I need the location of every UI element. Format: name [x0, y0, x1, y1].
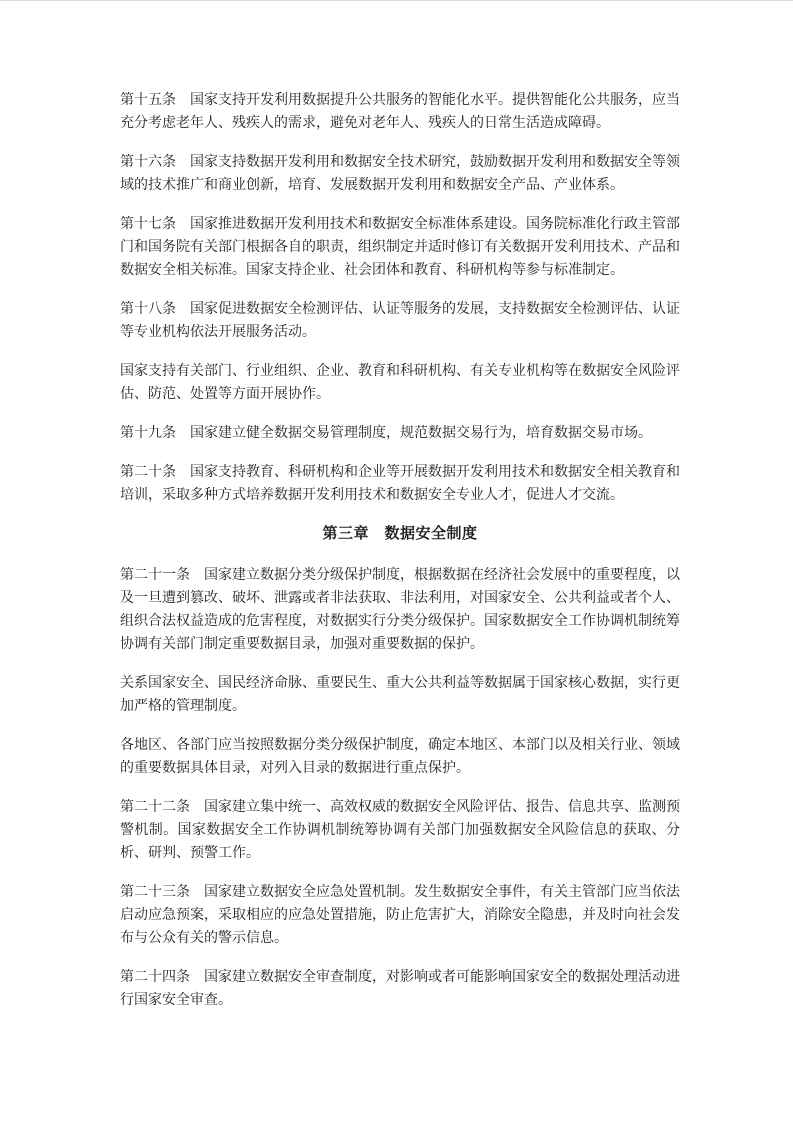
- paragraph-article-19: 第十九条 国家建立健全数据交易管理制度，规范数据交易行为，培育数据交易市场。: [120, 426, 652, 441]
- document-text-block: [120, 89, 680, 1012]
- paragraph-article-23: 第二十三条 国家建立数据安全应急处置机制。发生数据安全事件，有关主管部门应当依法启动应急预案，采取相应的应急处置措施，防止危害扩大，消除安全隐患，并及时向社会发布与公众有关的警示信息。: [120, 885, 680, 946]
- paragraph-article-20: 第二十条 国家支持教育、科研机构和企业等开展数据开发利用技术和数据安全相关教育和培训，采取多种方式培养数据开发利用技术和数据安全专业人才，促进人才交流。: [120, 465, 680, 503]
- paragraph-article-18-cont: 国家支持有关部门、行业组织、企业、教育和科研机构、有关专业机构等在数据安全风险评估、防范、处置等方面开展协作。: [120, 364, 680, 402]
- paragraph-article-16: 第十六条 国家支持数据开发利用和数据安全技术研究，鼓励数据开发利用和数据安全等领域的技术推广和商业创新，培育、发展数据开发利用和数据安全产品、产业体系。: [120, 155, 680, 193]
- paragraph-article-21-cont-1: 关系国家安全、国民经济命脉、重要民生、重大公共利益等数据属于国家核心数据，实行更加严格的管理制度。: [120, 676, 680, 714]
- paragraph-article-21-cont-2: 各地区、各部门应当按照数据分类分级保护制度，确定本地区、本部门以及相关行业、领域的重要数据具体目录，对列入目录的数据进行重点保护。: [120, 738, 680, 776]
- paragraph-article-18: 第十八条 国家促进数据安全检测评估、认证等服务的发展，支持数据安全检测评估、认证等专业机构依法开展服务活动。: [120, 302, 680, 340]
- paragraph-article-17: 第十七条 国家推进数据开发利用技术和数据安全标准体系建设。国务院标准化行政主管部门和国务院有关部门根据各自的职责，组织制定并适时修订有关数据开发利用技术、产品和数据安全相关标准。国家支持企业、社会团体和教育、科研机构等参与标准制定。: [120, 217, 680, 278]
- chapter-3-heading: 第三章 数据安全制度: [322, 526, 478, 542]
- paragraph-article-24: 第二十四条 国家建立数据安全审查制度，对影响或者可能影响国家安全的数据处理活动进行国家安全审查。: [120, 970, 680, 1008]
- paragraph-article-21: 第二十一条 国家建立数据分类分级保护制度，根据数据在经济社会发展中的重要程度，以及一旦遭到篡改、破坏、泄露或者非法获取、非法利用，对国家安全、公共利益或者个人、组织合法权益造成的危害程度，对数据实行分类分级保护。国家数据安全工作协调机制统筹协调有关部门制定重要数据目录，加强对重要数据的保护。: [120, 568, 680, 652]
- paragraph-article-22: 第二十二条 国家建立集中统一、高效权威的数据安全风险评估、报告、信息共享、监测预警机制。国家数据安全工作协调机制统筹协调有关部门加强数据安全风险信息的获取、分析、研判、预警工作。: [120, 800, 680, 861]
- paragraph-article-15: 第十五条 国家支持开发利用数据提升公共服务的智能化水平。提供智能化公共服务，应当充分考虑老年人、残疾人的需求，避免对老年人、残疾人的日常生活造成障碍。: [120, 93, 680, 131]
